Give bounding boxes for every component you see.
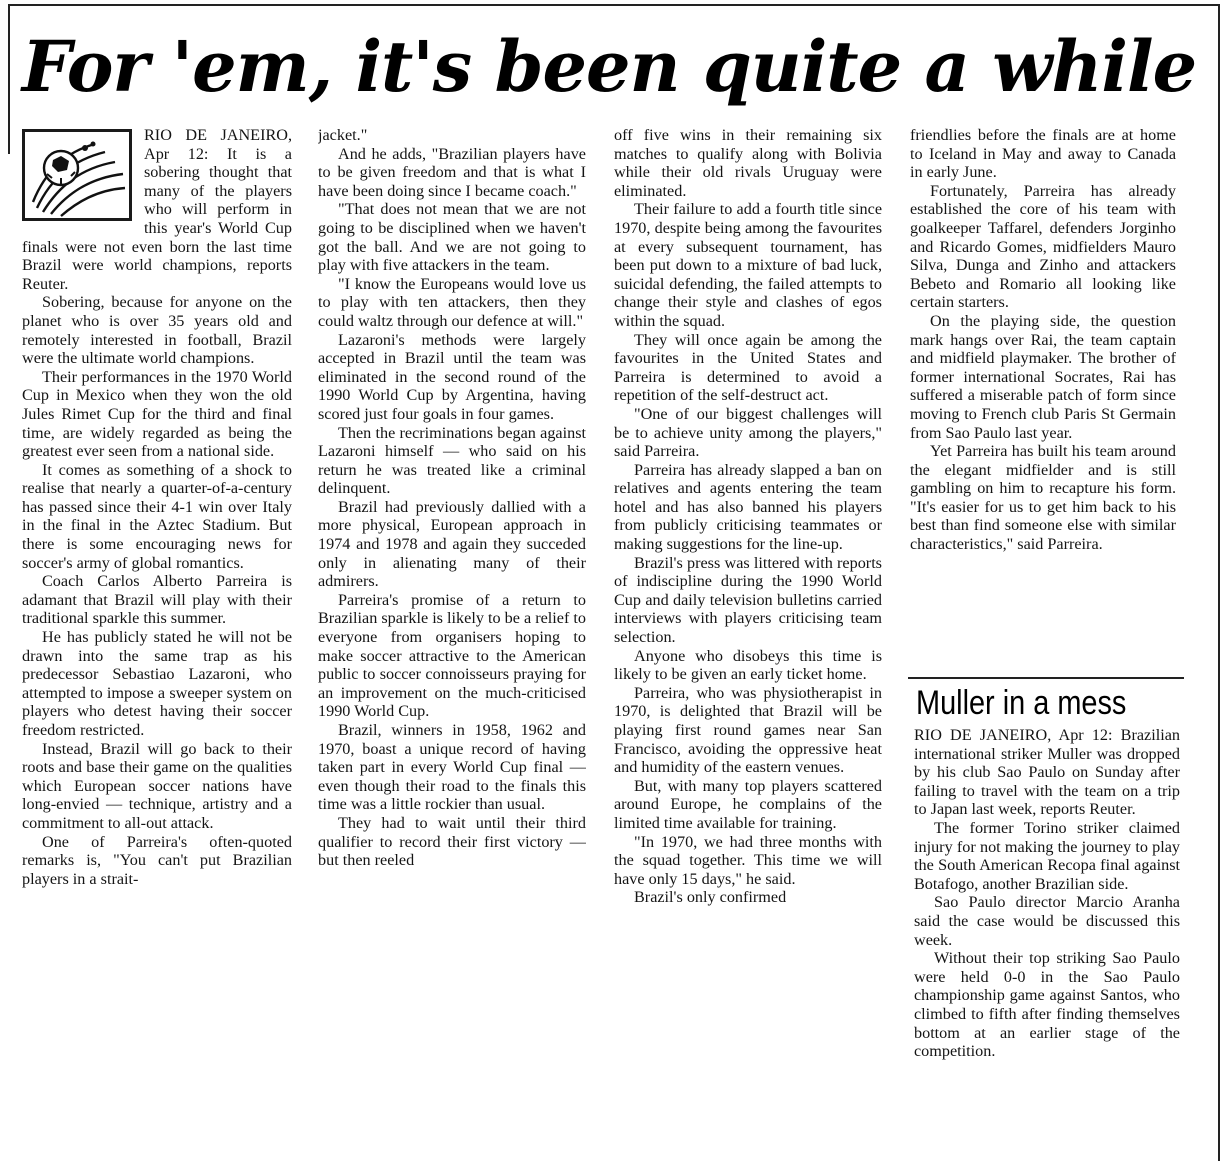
article-paragraph: Their performances in the 1970 World Cup in Mexico when they won the old Jules Rimet Cup for the third and final time, are widely regarded as being the greatest ever seen from a national side. (22, 367, 292, 461)
sidebar-paragraph: The former Torino striker claimed injury for not making the journey to play the South American Recopa final against Botafogo, another Brazilian side. (914, 818, 1180, 893)
article-paragraph: "In 1970, we had three months with the squad together. This time we will have only 15 days," he said. (614, 832, 882, 888)
right-rule (1218, 4, 1220, 1161)
top-rule (8, 4, 1220, 6)
article-column-1 (22, 126, 292, 1158)
article-paragraph: off five wins in their remaining six matches to qualify along with Bolivia while their old rivals Uruguay were eliminated. (614, 126, 882, 200)
headline: For 'em, it's been quite a while (21, 25, 1197, 108)
sidebar-paragraph: Sao Paulo director Marcio Aranha said the case would be discussed this week. (914, 893, 1180, 949)
article-paragraph: Instead, Brazil will go back to their roots and base their game on the qualities which European soccer nations have long-envied — technique, artistry and a commitment to all-out attack. (22, 739, 292, 832)
sidebar-headline: Muller in a mess (916, 684, 1127, 722)
left-rule (8, 4, 10, 154)
article-paragraph: He has publicly stated he will not be drawn into the same trap as his predecessor Sebastiao Lazaroni, who attempted to impose a sweeper system on players who detest having their soccer freedom restricted. (22, 628, 292, 739)
world-cup-94-logo-icon (22, 129, 132, 221)
article-paragraph: Then the recriminations began against Lazaroni himself — who said on his return he was treated like a criminal delinquent. (318, 423, 586, 498)
article-paragraph: Parreira, who was physiotherapist in 1970, is delighted that Brazil will be playing first round games near San Francisco, avoiding the oppressive heat and humidity of the eastern venues. (614, 683, 882, 777)
article-paragraph: But, with many top players scattered around Europe, he complains of the limited time available for training. (614, 776, 882, 832)
article-paragraph: friendlies before the finals are at home to Iceland in May and away to Canada in early June. (910, 126, 1176, 182)
sidebar-rule (908, 677, 1184, 679)
article-dateline-paragraph: RIO DE JANEIRO, Apr 12: It is a sobering thought that many of the players who will perform in this year's World Cup finals were not even born the last time Brazil were world champions, reports Reuter. (22, 126, 292, 293)
article-paragraph: And he adds, "Brazilian players have to be given freedom and that is what I have been doing since I became coach." (318, 144, 586, 200)
article-paragraph: Brazil had previously dallied with a more physical, European approach in 1974 and 1978 and again they succeded only in alienating many of their admirers. (318, 497, 586, 591)
article-paragraph: Brazil's press was littered with reports of indiscipline during the 1990 World Cup and daily television bulletins carried interviews with players criticising team selection. (614, 553, 882, 647)
sidebar-dateline-paragraph: RIO DE JANEIRO, Apr 12: Brazilian international striker Muller was dropped by his club Sao Paulo on Sunday after failing to travel with the team on a trip to Japan last week, reports Reuter. (914, 726, 1180, 819)
article-paragraph: It comes as something of a shock to realise that nearly a quarter-of-a-century has passed since their 4-1 win over Italy in the final in the Aztec Stadium. But there is some encouraging news for soccer's army of global romantics. (22, 460, 292, 572)
article-paragraph: Lazaroni's methods were largely accepted in Brazil until the team was eliminated in the second round of the 1990 World Cup by Argentina, having scored just four goals in four games. (318, 330, 586, 423)
sidebar-paragraph: Without their top striking Sao Paulo were held 0-0 in the Sao Paulo championship game against Santos, who climbed to fifth after finding themselves bottom at an earlier stage of the competition. (914, 949, 1180, 1061)
article-paragraph: One of Parreira's often-quoted remarks is, "You can't put Brazilian players in a strait- (22, 832, 292, 888)
article-paragraph: Parreira's promise of a return to Brazilian sparkle is likely to be a relief to everyone from organisers hoping to make soccer attractive to the American public to soccer connoisseurs praying for an improvement on the much-criticised 1990 World Cup. (318, 590, 586, 721)
article-paragraph: Coach Carlos Alberto Parreira is adamant that Brazil will play with their traditional sparkle this summer. (22, 572, 292, 628)
article-paragraph: Their failure to add a fourth title since 1970, despite being among the favourites at every subsequent tournament, has been put down to a mixture of bad luck, suicidal defending, the failed attempts to change their style and clashes of egos within the squad. (614, 200, 882, 330)
article-paragraph: "That does not mean that we are not going to be disciplined when we haven't got the ball. And we are not going to play with five attackers in the team. (318, 200, 586, 275)
article-paragraph: They had to wait until their third qualifier to record their first victory — but then reeled (318, 813, 586, 870)
article-column-3 (614, 126, 882, 1158)
article-paragraph: jacket." (318, 126, 368, 144)
sidebar-story (914, 726, 1180, 1156)
article-paragraph: "I know the Europeans would love us to play with ten attackers, then they could waltz through our defence at will." (318, 274, 586, 330)
article-paragraph: On the playing side, the question mark hangs over Rai, the team captain and midfield playmaker. The brother of former international Socrates, Rai has suffered a miserable patch of form since moving to French club Paris St Germain from Sao Paulo last year. (910, 311, 1176, 442)
article-paragraph: Yet Parreira has built his team around the elegant midfielder and is still gambling on him to recapture his form. "It's easier for us to get him back to his best than find someone else with similar characteristics," said Parreira. (910, 442, 1176, 554)
article-paragraph: Fortunately, Parreira has already established the core of his team with goalkeeper Taffarel, defenders Jorginho and Ricardo Gomes, midfielders Mauro Silva, Dunga and Zinho and attackers Bebeto and Romario all looking like certain starters. (910, 181, 1176, 312)
article-paragraph: Sobering, because for anyone on the planet who is over 35 years old and remotely interested in football, Brazil were the ultimate world champions. (22, 293, 292, 368)
article-paragraph: "One of our biggest challenges will be to achieve unity among the players," said Parreira. (614, 404, 882, 461)
article-column-2 (318, 126, 586, 1158)
article-paragraph: Parreira has already slapped a ban on relatives and agents entering the team hotel and has also banned his players from publicly criticising teammates or making suggestions for the line-up. (614, 460, 882, 554)
article-paragraph: Brazil, winners in 1958, 1962 and 1970, boast a unique record of having taken part in every World Cup final — even though their road to the finals this time was a little rockier than usual. (318, 721, 586, 814)
article-paragraph: They will once again be among the favourites in the United States and Parreira is determined to avoid a repetition of the self-destruct act. (614, 330, 882, 405)
article-paragraph: Anyone who disobeys this time is likely to be given an early ticket home. (614, 646, 882, 684)
article-column-4 (910, 126, 1176, 676)
article-paragraph: Brazil's only confirmed (634, 888, 787, 907)
